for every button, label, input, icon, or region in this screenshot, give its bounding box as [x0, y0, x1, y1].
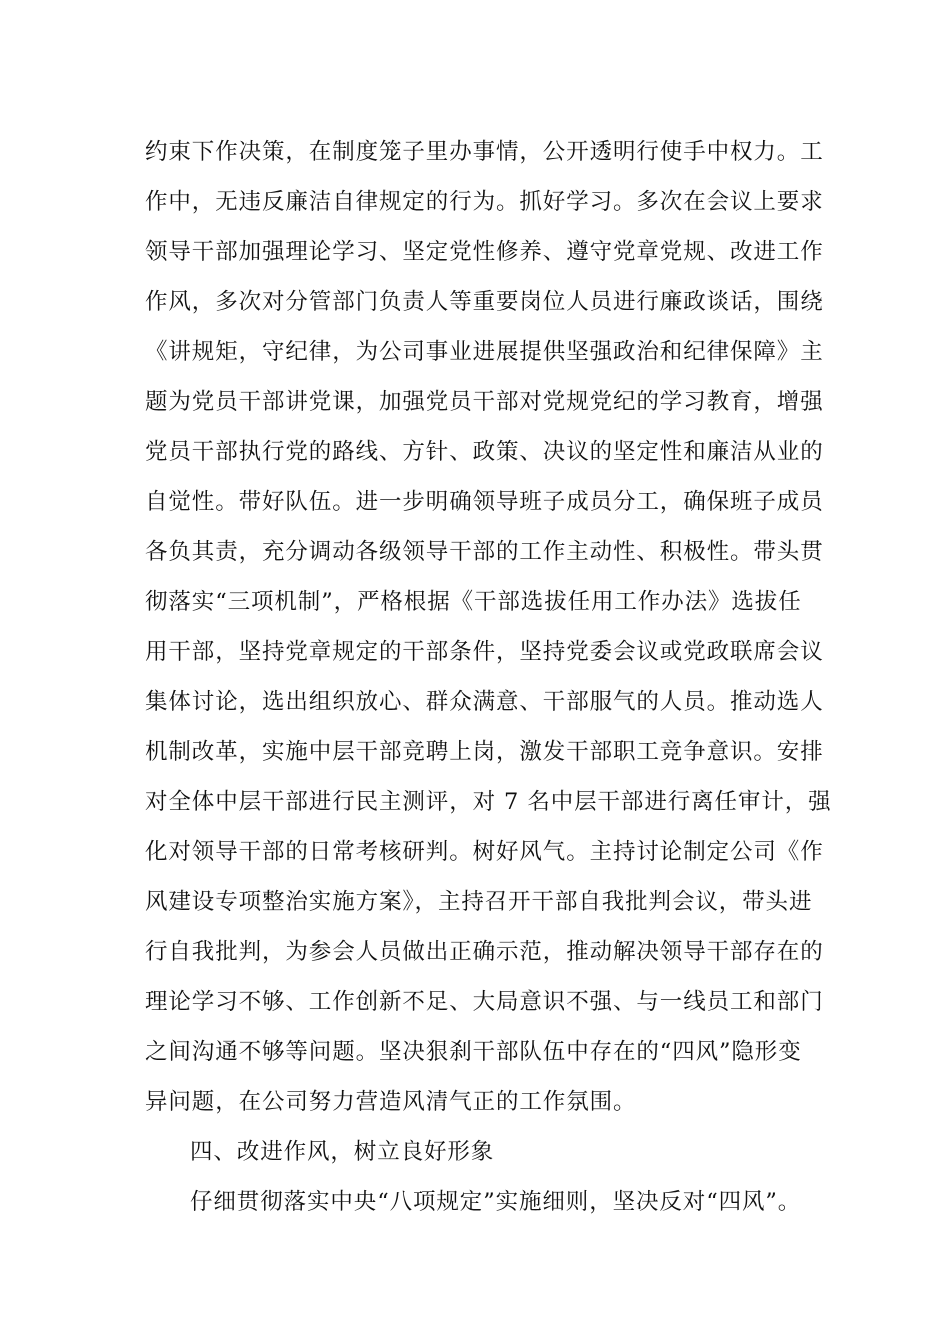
- body-text-line: 领导干部加强理论学习、坚定党性修养、遵守党章党规、改进工作: [145, 239, 824, 265]
- body-text-line: 对全体中层干部进行民主测评，对 7 名中层干部进行离任审计，强: [145, 789, 832, 815]
- body-text-line: 理论学习不够、工作创新不足、大局意识不强、与一线员工和部门: [145, 989, 824, 1015]
- body-text-line: 机制改革，实施中层干部竞聘上岗，激发干部职工竞争意识。安排: [145, 739, 824, 765]
- body-text-line: 约束下作决策，在制度笼子里办事情，公开透明行使手中权力。工: [145, 139, 824, 165]
- body-text-line: 风建设专项整治实施方案》，主持召开干部自我批判会议，带头进: [145, 889, 813, 915]
- body-text-line: 用干部，坚持党章规定的干部条件，坚持党委会议或党政联席会议: [145, 639, 824, 665]
- body-text-line: 之间沟通不够等问题。坚决狠刹干部队伍中存在的“四风”隐形变: [145, 1039, 802, 1065]
- body-text-line: 彻落实“三项机制”，严格根据《干部选拔任用工作办法》选拔任: [145, 589, 802, 615]
- body-text-line: 异问题，在公司努力营造风清气正的工作氛围。: [145, 1089, 637, 1115]
- body-text-line: 党员干部执行党的路线、方针、政策、决议的坚定性和廉洁从业的: [145, 439, 824, 465]
- body-text-line: 各负其责，充分调动各级领导干部的工作主动性、积极性。带头贯: [145, 539, 824, 565]
- body-text-line: 《讲规矩，守纪律，为公司事业进展提供坚强政治和纪律保障》主: [145, 339, 824, 365]
- body-text-line: 作中，无违反廉洁自律规定的行为。抓好学习。多次在会议上要求: [145, 189, 824, 215]
- paragraph-first-line: 仔细贯彻落实中央“八项规定”实施细则，坚决反对“四风”。: [190, 1189, 802, 1215]
- body-text-line: 自觉性。带好队伍。进一步明确领导班子成员分工，确保班子成员: [145, 489, 824, 515]
- body-text-line: 行自我批判，为参会人员做出正确示范，推动解决领导干部存在的: [145, 939, 824, 965]
- body-text-line: 集体讨论，选出组织放心、群众满意、干部服气的人员。推动选人: [145, 689, 824, 715]
- body-text-line: 作风，多次对分管部门负责人等重要岗位人员进行廉政谈话，围绕: [145, 289, 824, 315]
- body-text-line: 题为党员干部讲党课，加强党员干部对党规党纪的学习教育，增强: [145, 389, 824, 415]
- body-text-line: 化对领导干部的日常考核研判。树好风气。主持讨论制定公司《作: [145, 839, 824, 865]
- section-heading: 四、改进作风，树立良好形象: [190, 1139, 495, 1165]
